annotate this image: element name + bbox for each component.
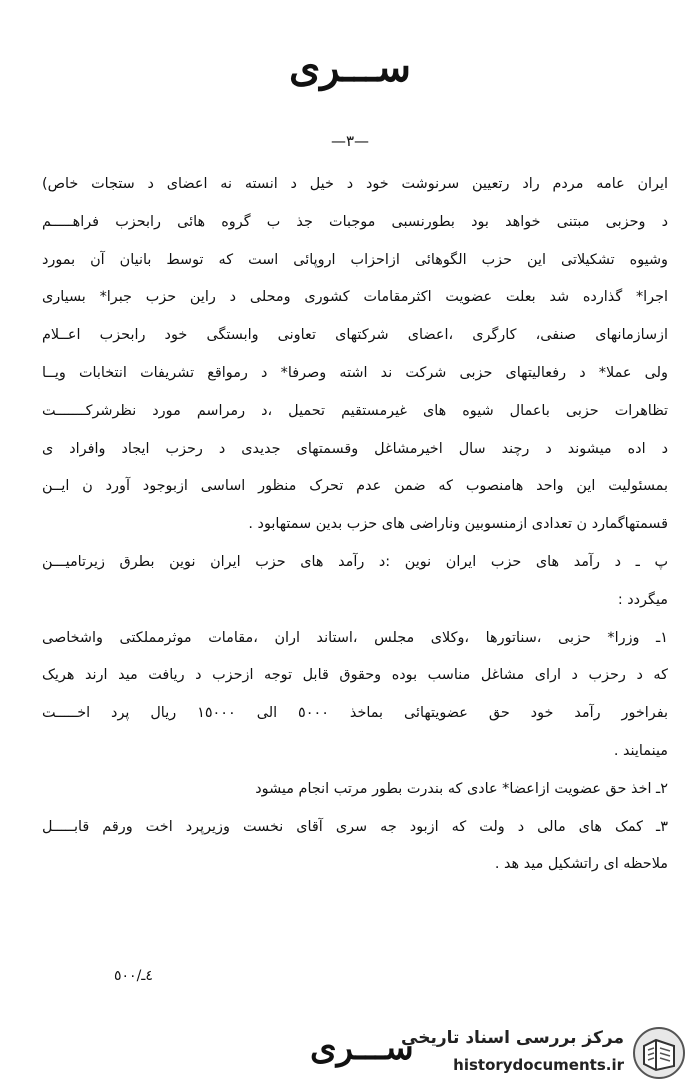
body-line: د وحزبی مبتنی خواهد بود بطورنسبی موجبات جذ ب گروه هائی رابحزب فراهـــــم [42, 213, 668, 230]
body-line: ولی عملا* د رفعالیتهای حزبی شرکت ند اشته وصرفا* د رمواقع تشریفات انتخابات ویــا [42, 364, 668, 381]
body-line: تظاهرات حزبی باعمال شیوه های غیرمستقیم تحمیل ،د رمراسم مورد نظرشرکـــــــت [42, 402, 668, 419]
body-line: ملاحظه ای راتشکیل مید هد . [494, 856, 668, 873]
classification-header: ســـری [288, 44, 412, 91]
page-number: —٣— [330, 132, 370, 150]
section-heading-line: پ ـ د رآمد های حزب ایران نوین :د رآمد های حزب ایران نوین بطرق زیرتامیـــن [42, 553, 668, 570]
list-item-1: ١ـ وزرا* حزبی ،سناتورها ،وکلای مجلس ،استاند اران ،مقامات موثرمملکتی واشخاصی [42, 629, 668, 646]
body-line: د اده میشوند د رچند سال اخیرمشاغل وقسمتهای جدیدی د رحزب ایجاد وافراد ی [42, 440, 668, 457]
body-line: ایران عامه مردم راد رتعیین سرنوشت خود د خیل د انسته نه اعضای د ستجات خاص) [42, 176, 668, 192]
body-line: ازسازمانهای صنفی، کارگری ،اعضای شرکتهای تعاونی وابستگی خود رابحزب اعــلام [42, 327, 668, 344]
document-body [42, 166, 668, 884]
list-item-2: ٢ـ اخذ حق عضویت ازاعضا* عادی که بندرت بطور مرتب انجام میشود [255, 780, 668, 797]
body-line: قسمتهاگمارد ن تعدادی ازمنسوبین وناراضی های حزب بدین سمتهابود . [248, 516, 668, 533]
body-line: بمسئولیت این واحد هامنصوب که ضمن عدم تحرک منظور اساسی ازبوجود آورد ن ایــن [42, 478, 668, 495]
body-line: که د رحزب د ارای مشاغل مناسب بوده وحقوق قابل توجه ازحزب د ریافت مید ارند هریک [42, 667, 668, 684]
body-line: میگردد : [617, 591, 668, 608]
body-line: بفراخور رآمد خود حق عضویتهائی بماخذ ٥٠٠٠ الی ١٥٠٠٠ ریال پرد اخـــــت [42, 705, 668, 722]
page-footer [0, 1016, 700, 1090]
body-line: وشیوه تشکیلاتی این حزب الگوهائی ازاحزاب اروپائی است که توسط بانیان آن بمورد [42, 251, 668, 268]
watermark-url: historydocuments.ir [453, 1056, 624, 1074]
watermark-title: مرکز بررسی اسناد تاریخی [401, 1028, 624, 1048]
archive-folder-icon [632, 1026, 686, 1080]
reference-number: ٤ـ/٥٠٠ [114, 968, 153, 984]
list-item-3: ٣ـ کمک های مالی د ولت که ازبود جه سری آقای نخست وزیرپرد اخت ورقم قابـــــل [42, 818, 668, 835]
classification-footer: ســـری [310, 1028, 414, 1068]
watermark [401, 1024, 686, 1082]
body-line: اجرا* گذارده شد بعلت عضویت اکثرمقامات کشوری ومحلی د راین حزب جبرا* بسیاری [42, 289, 668, 306]
body-line: مینمایند . [613, 742, 668, 759]
